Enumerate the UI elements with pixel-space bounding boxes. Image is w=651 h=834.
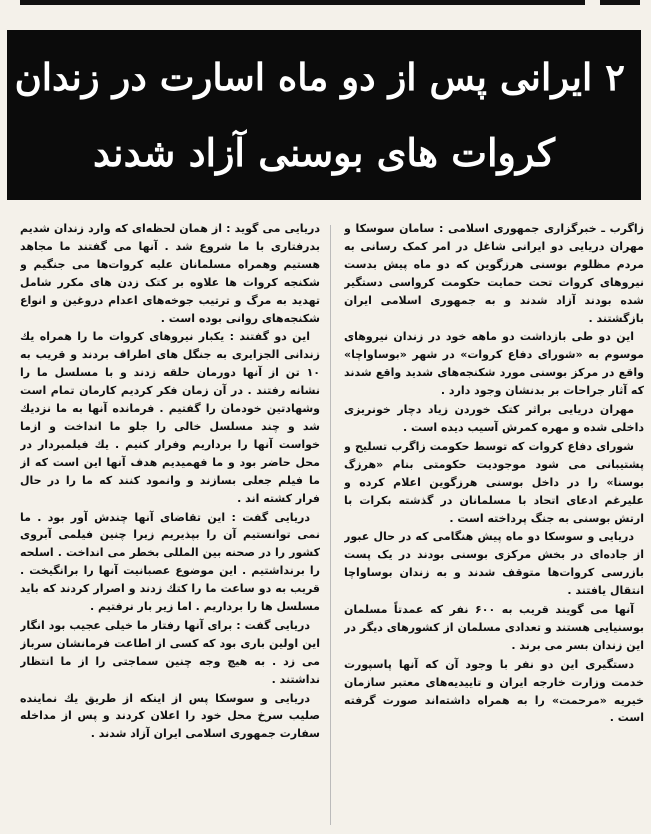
paragraph: دریایی و سوسکا دو ماه پیش هنگامی که در حال عبور از جاده‌ای در بخش مرکزی بوسنی بودند در یک پست بازرسی کروات‌ها متوقف شدند و به زندان بوساواچا انتقال یافتند . bbox=[344, 530, 644, 598]
paragraph: دریایی گفت : این تقاضای آنها چندش آور بود . ما نمی توانستیم آن را بپذیریم زیرا چنین فیلمی آبروی کشور را در صحنه بین المللی بخطر می انداخت . اسلحه را برنداشتیم . این موضوع عصبانیت آنها را برانگیخت . قریب به دو ساعت ما را کتك زدند و اصرار کردند که باید مسلسل ها را برداریم . اما زیر بار نرفتیم . bbox=[20, 510, 320, 614]
paragraph: زاگرب ـ خبرگزاری جمهوری اسلامی : سامان سوسکا و مهران دریایی دو ایرانی شاغل در امر کمک رسانی به مردم مظلوم بوسنی هرزگوین که دو ماه پیش بدست نیروهای کروات تحت حمایت حکومت کرواسی دستگیر شده بودند آزاد شدند و به جمهوری اسلامی ایران بازگشتند . bbox=[344, 222, 644, 325]
header-rule-mark bbox=[600, 0, 640, 5]
paragraph: این دو گفتند : یکبار نیروهای کروات ما را همراه یك زندانی الجزایری به جنگل های اطراف بردند و قریب به ۱۰ تن از آنها دورمان حلقه زدند و با مسلسل ما را نشانه رفتند . در آن زمان فکر کردیم کارمان تمام است وشهادتین خودمان را گفتیم . فرمانده آنها به ما نزدیك شد و چند مسلسل خالی را جلو ما انداخت و ازما خواست آنها را برداریم وفرار کنیم . یك فیلمبردار در محل حاضر بود و ما فهمیدیم هدف آنها این است که از ما فیلم جعلی بسازند و وانمود کنند که ما را در حال فرار کشته اند . bbox=[20, 330, 320, 505]
paragraph: این دو طی بازداشت دو ماهه خود در زندان نیروهای موسوم به «شورای دفاع کروات» در شهر «بوساواچا» واقع در مرکز بوسنی مورد شکنجه‌های شدید واقع شدند که آثار جراحات بر بدنشان وجود دارد . bbox=[344, 330, 644, 398]
paragraph: دریایی گفت : برای آنها رفتار ما خیلی عجیب بود انگار این اولین باری بود که کسی از اطاعت فرمانشان سرباز می زد . به هیچ وجه چنین سماجتی را از ما انتظار نداشتند . bbox=[20, 618, 320, 686]
top-rule bbox=[0, 0, 651, 8]
paragraph: دریایی می گوید : از همان لحظه‌ای که وارد زندان شدیم بدرفتاری با ما شروع شد . آنها می گفتند ما مجاهد هستیم وهمراه مسلمانان علیه کروات‌ها می جنگیم و شکنجه کروات ها علاوه بر کتک زدن های مکرر شامل تهدید به مرگ و ترتیب جوخه‌های اعدام دروغین و انواع شکنجه‌های روانی بوده است . bbox=[20, 222, 320, 325]
paragraph: مهران دریایی براثر کتک خوردن زیاد دچار خونریزی داخلی شده و مهره کمرش آسیب دیده است . bbox=[344, 403, 644, 434]
header-rule-bar bbox=[20, 0, 585, 5]
headline-line-1: ۲ ایرانی پس از دو ماه اسارت در زندان bbox=[14, 55, 625, 99]
article-column-right bbox=[344, 220, 644, 830]
column-divider bbox=[330, 225, 331, 825]
article-column-left bbox=[20, 220, 320, 830]
paragraph: آنها می گویند قریب به ۶۰۰ نفر که عمدتاً مسلمان بوسنیایی هستند و تعدادی مسلمان از کشورهای دیگر در این زندان بسر می برند . bbox=[344, 603, 644, 652]
paragraph: شورای دفاع کروات که توسط حکومت زاگرب تسلیح و پشتیبانی می شود موجودیت حکومتی بنام «هرزگ بوسنا» را در داخل بوسنی هرزگوین اعلام کرده و علیرغم ادعای اتحاد با مسلمانان در گذشته بکرات با ارتش بوسنی به جنگ پرداخته است . bbox=[344, 439, 644, 525]
headline-box bbox=[7, 30, 641, 200]
headline-line-2: کروات های بوسنی آزاد شدند bbox=[93, 130, 555, 175]
paragraph: دریایی و سوسکا پس از اینکه از طریق یك نماینده صلیب سرخ محل خود را اعلان کردند و پس از مداخله سفارت جمهوری اسلامی ایران آزاد شدند . bbox=[20, 691, 320, 741]
paragraph: دستگیری این دو نفر با وجود آن که آنها پاسپورت خدمت وزارت خارجه ایران و تاییدیه‌های معتبر سازمان خیریه «مرحمت» را به همراه داشته‌اند صورت گرفته است . bbox=[344, 657, 644, 725]
